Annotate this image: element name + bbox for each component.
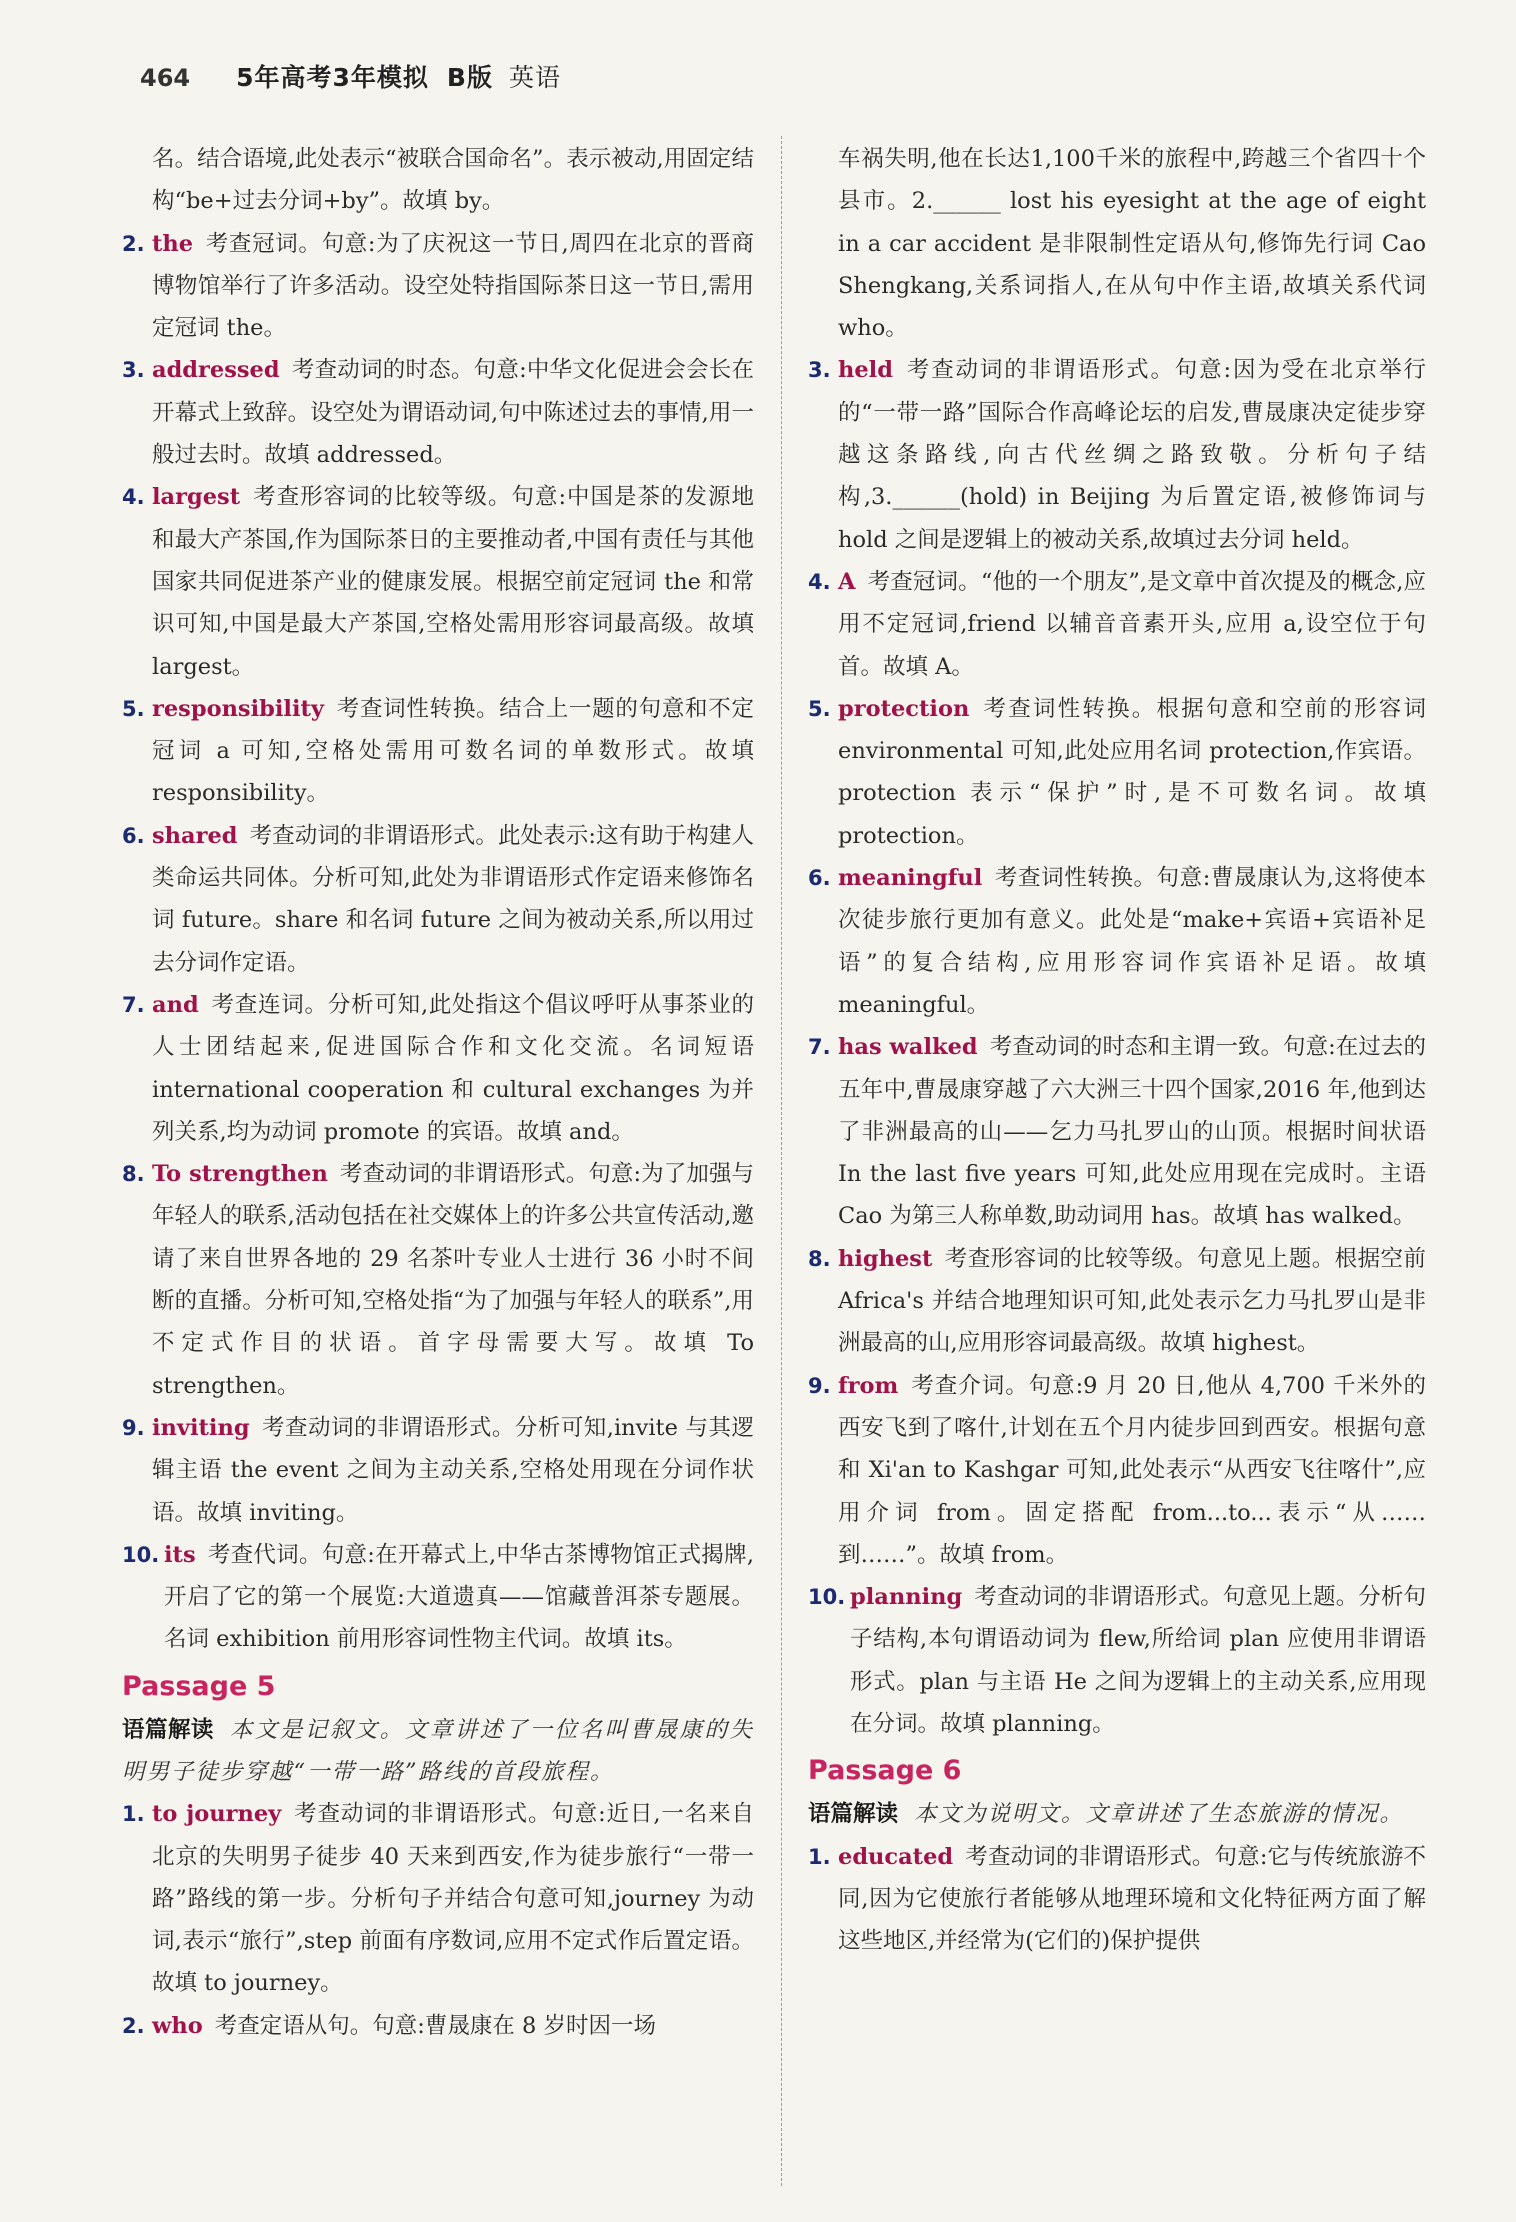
explanation-text: 考查动词的非谓语形式。此处表示:这有助于构建人类命运共同体。分析可知,此处为非谓语形式作定语来修饰名词 future。share 和名词 future 之间为被动关系,所以用过去分词作定语。 [152, 822, 754, 976]
explanation-text: 考查定语从句。句意:曹晟康在 8 岁时因一场 [214, 2012, 656, 2039]
answer-item [808, 1836, 1426, 1963]
answer-key: shared [152, 822, 238, 849]
item-number: 4. [808, 569, 831, 594]
explanation-text: 考查冠词。“他的一个朋友”,是文章中首次提及的概念,应用不定冠词,friend 以辅音音素开头,应用 a,设空位于句首。故填 A。 [838, 568, 1426, 680]
item-number: 4. [122, 485, 145, 510]
answer-key: and [152, 991, 199, 1018]
explanation-text: 考查动词的非谓语形式。句意:近日,一名来自北京的失明男子徒步 40 天来到西安,作为徒步旅行“一带一路”路线的第一步。分析句子并结合句意可知,journey 为动词,表示“旅行”,step 前面有序数词,应用不定式作后置定语。故填 to journey。 [152, 1801, 755, 1997]
explanation-text: 考查形容词的比较等级。句意:中国是茶的发源地和最大产茶国,作为国际茶日的主要推动者,中国有责任与其他国家共同促进茶产业的健康发展。根据空前定冠词 the 和常识可知,中国是最大产茶国,空格处需用形容词最高级。故填 largest。 [152, 484, 754, 680]
answer-key: educated [838, 1843, 954, 1870]
passage-5-title: Passage 5 [122, 1670, 276, 1702]
answer-item [808, 1026, 1426, 1237]
item-number: 9. [808, 1373, 831, 1398]
item-number: 10. [122, 1542, 160, 1567]
passage-5-summary [122, 1709, 754, 1794]
passage-6-summary [808, 1793, 1426, 1835]
answer-item [808, 561, 1426, 688]
explanation-text: 考查形容词的比较等级。句意见上题。根据空前 Africa's 并结合地理知识可知,此处表示乞力马扎罗山是非洲最高的山,应用形容词最高级。故填 highest。 [838, 1245, 1426, 1357]
explanation-text: 考查代词。句意:在开幕式上,中华古茶博物馆正式揭牌,开启了它的第一个展览:大道遗真——馆藏普洱茶专题展。名词 exhibition 前用形容词性物主代词。故填 its。 [164, 1541, 754, 1653]
column-divider [781, 136, 782, 2186]
summary-label: 语篇解读 [122, 1716, 214, 1743]
item-number: 10. [808, 1585, 846, 1610]
item-number: 8. [122, 1162, 145, 1187]
answer-item [122, 1534, 754, 1661]
answer-key: protection [838, 695, 970, 722]
item-number: 6. [122, 823, 145, 848]
answer-key: has walked [838, 1034, 978, 1061]
explanation-text: 考查动词的非谓语形式。分析可知,invite 与其逻辑主语 the event 之间为主动关系,空格处用现在分词作状语。故填 inviting。 [152, 1414, 754, 1526]
answer-item [808, 857, 1426, 1026]
answer-item [122, 223, 754, 350]
answer-key: inviting [152, 1414, 250, 1441]
answer-item [122, 476, 754, 687]
answer-item [808, 688, 1426, 857]
answer-key: largest [152, 484, 241, 511]
answer-key: from [838, 1372, 899, 1399]
item-number: 7. [122, 992, 145, 1017]
item-number: 3. [122, 358, 145, 383]
subject-label: 英语 [508, 63, 561, 92]
answer-key: planning [850, 1584, 963, 1611]
explanation-text: 考查动词的非谓语形式。句意:因为受在北京举行的“一带一路”国际合作高峰论坛的启发,曹晟康决定徒步穿越这条路线,向古代丝绸之路致敬。分析句子结构,3.______(hold) in Beijing 为后置定语,被修饰词与 hold 之间是逻辑上的被动关系,故填过去分词 held。 [838, 357, 1426, 553]
item-number: 1. [808, 1844, 831, 1869]
explanation-text: 考查动词的时态。句意:中华文化促进会会长在开幕式上致辞。设空处为谓语动词,句中陈述过去的事情,用一般过去时。故填 addressed。 [152, 357, 754, 469]
answer-item [808, 349, 1426, 560]
item-number: 8. [808, 1246, 831, 1271]
passage-6-title: Passage 6 [808, 1755, 962, 1787]
continued-explanation: 车祸失明,他在长达1,100千米的旅程中,跨越三个省四十个县市。2.______ lost his eyesight at the age of eight in a car accident 是非限制性定语从句,修饰先行词 Cao Shengkang,关系词指人,在从句中作主语,故填关系代词 who。 [838, 146, 1426, 342]
summary-label: 语篇解读 [808, 1801, 899, 1828]
answer-key: To strengthen [152, 1161, 328, 1188]
item-number: 1. [122, 1802, 145, 1827]
answer-key: highest [838, 1245, 933, 1272]
explanation-text: 考查词性转换。根据句意和空前的形容词 environmental 可知,此处应用名词 protection,作宾语。protection 表示“保护”时,是不可数名词。故填 protection。 [838, 695, 1426, 849]
answer-key: addressed [152, 357, 280, 384]
answer-key: the [152, 230, 194, 257]
page-header [140, 58, 561, 94]
answer-item [122, 984, 754, 1153]
answer-item [122, 1793, 754, 2004]
explanation-text: 考查动词的非谓语形式。句意:它与传统旅游不同,因为它使旅行者能够从地理环境和文化特征两方面了解这些地区,并经常为(它们的)保护提供 [838, 1843, 1426, 1955]
answer-item [122, 2005, 754, 2047]
continued-explanation: 名。结合语境,此处表示“被联合国命名”。表示被动,用固定结构“be+过去分词+by”。故填 by。 [152, 146, 754, 215]
answer-item [122, 688, 754, 815]
explanation-text: 考查冠词。句意:为了庆祝这一节日,周四在北京的晋商博物馆举行了许多活动。设空处特指国际茶日这一节日,需用定冠词 the。 [152, 230, 754, 342]
answer-key: its [164, 1541, 196, 1568]
answer-item [808, 1238, 1426, 1365]
answer-item [122, 815, 754, 984]
answer-key: held [838, 357, 893, 384]
explanation-text: 考查动词的时态和主谓一致。句意:在过去的五年中,曹晟康穿越了六大洲三十四个国家,2016 年,他到达了非洲最高的山——乞力马扎罗山的山顶。根据时间状语 In the last five years 可知,此处应用现在完成时。主语 Cao 为第三人称单数,助动词用 has。故填 has walked。 [838, 1034, 1426, 1230]
explanation-text: 考查介词。句意:9 月 20 日,他从 4,700 千米外的西安飞到了喀什,计划在五个月内徒步回到西安。根据句意和 Xi'an to Kashgar 可知,此处表示“从西安飞往喀什”,应用介词 from。固定搭配 from...to...表示“从……到……”。故填 from。 [838, 1372, 1426, 1568]
answer-item [122, 1153, 754, 1407]
explanation-text: 考查词性转换。句意:曹晟康认为,这将使本次徒步旅行更加有意义。此处是“make+宾语+宾语补足语”的复合结构,应用形容词作宾语补足语。故填 meaningful。 [838, 865, 1426, 1018]
answer-key: responsibility [152, 695, 324, 722]
answer-item [808, 1365, 1426, 1576]
right-column [808, 138, 1426, 1962]
item-number: 5. [808, 696, 831, 721]
item-number: 6. [808, 866, 831, 891]
explanation-text: 考查动词的非谓语形式。句意见上题。分析句子结构,本句谓语动词为 flew,所给词 plan 应使用非谓语形式。plan 与主语 He 之间为逻辑上的主动关系,应用现在分词。故填 planning。 [850, 1584, 1426, 1737]
explanation-text: 考查词性转换。结合上一题的句意和不定冠词 a 可知,空格处需用可数名词的单数形式。故填 responsibility。 [152, 695, 754, 807]
left-column [122, 138, 754, 2047]
item-number: 2. [122, 231, 145, 256]
item-number: 5. [122, 696, 145, 721]
summary-text: 本文是记叙文。文章讲述了一位名叫曹晟康的失明男子徒步穿越“一带一路”路线的首段旅程。 [122, 1716, 754, 1785]
item-number: 7. [808, 1035, 831, 1060]
answer-key: A [838, 568, 856, 595]
explanation-text: 考查连词。分析可知,此处指这个倡议呼吁从事茶业的人士团结起来,促进国际合作和文化交流。名词短语 international cooperation 和 cultural exchanges 为并列关系,均为动词 promote 的宾语。故填 and。 [152, 991, 754, 1145]
item-number: 9. [122, 1415, 145, 1440]
answer-item [808, 1576, 1426, 1745]
item-number: 2. [122, 2013, 145, 2038]
book-title-group [236, 58, 561, 94]
item-number: 3. [808, 358, 831, 383]
answer-key: meaningful [838, 865, 983, 892]
answer-key: who [152, 2012, 203, 2039]
explanation-text: 考查动词的非谓语形式。句意:为了加强与年轻人的联系,活动包括在社交媒体上的许多公共宣传活动,邀请了来自世界各地的 29 名茶叶专业人士进行 36 小时不间断的直播。分析可知,空格处指“为了加强与年轻人的联系”,用不定式作目的状语。首字母需要大写。故填 To strengthen。 [152, 1161, 754, 1399]
answer-item [122, 1407, 754, 1534]
edition-label: B版 [446, 63, 493, 92]
book-title: 5年高考3年模拟 [236, 63, 429, 92]
answer-key: to journey [152, 1801, 282, 1828]
answer-item [122, 349, 754, 476]
page-number: 464 [140, 64, 191, 92]
summary-text: 本文为说明文。文章讲述了生态旅游的情况。 [914, 1801, 1405, 1828]
